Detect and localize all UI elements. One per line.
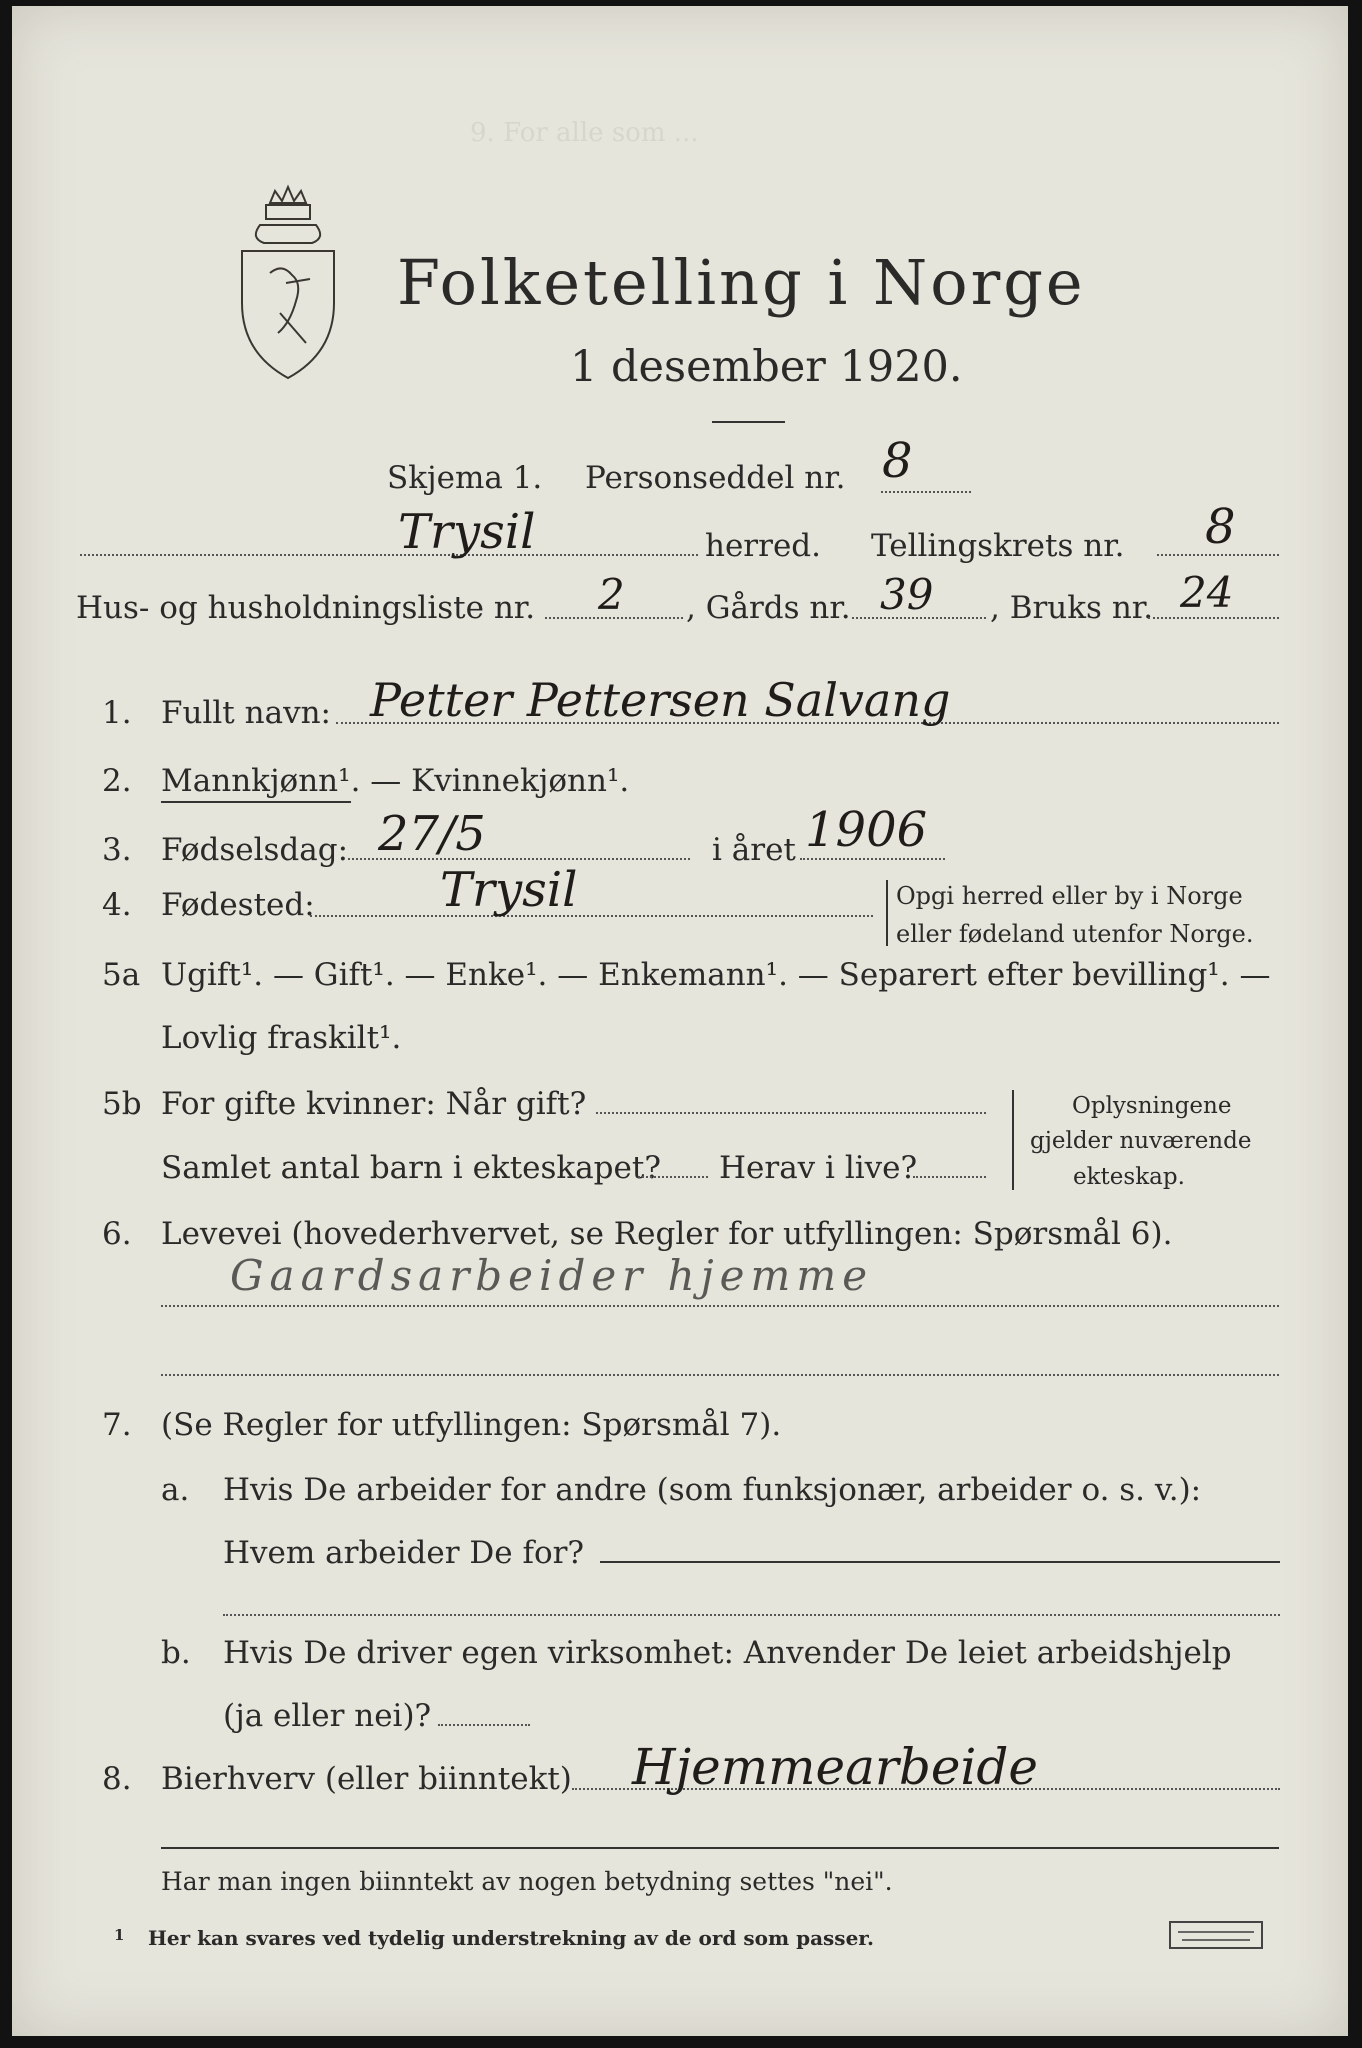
birthplace-note-line1: Opgi herred eller by i Norge xyxy=(896,882,1243,910)
norwegian-coat-of-arms-icon xyxy=(230,183,345,383)
printer-stamp-icon xyxy=(1168,1920,1264,1950)
hus-value[interactable]: 2 xyxy=(598,570,625,619)
side-occupation-label: Bierhverv (eller biinntekt) xyxy=(161,1761,572,1797)
tellingskrets-label: Tellingskrets nr. xyxy=(871,528,1125,564)
footnote-text: Her kan svares ved tydelig understrekning av de ord som passer. xyxy=(148,1926,874,1950)
q5b-number: 5b xyxy=(102,1086,142,1122)
side-occupation-value[interactable]: Hjemmearbeide xyxy=(632,1738,1039,1796)
gards-label: , Gårds nr. xyxy=(686,590,851,626)
birthdate-label: Fødselsdag: xyxy=(161,832,349,868)
gender-options: Mannkjønn¹. — Kvinnekjønn¹. xyxy=(161,763,630,799)
hired-help-label: (ja eller nei)? xyxy=(223,1698,432,1734)
personseddel-label: Personseddel nr. xyxy=(585,460,846,496)
hus-label: Hus- og husholdningsliste nr. xyxy=(76,590,536,626)
birthdate-value[interactable]: 27/5 xyxy=(378,806,486,862)
birthplace-label: Fødested: xyxy=(161,887,315,923)
hired-help-field[interactable] xyxy=(438,1724,530,1726)
bruks-value[interactable]: 24 xyxy=(1180,568,1234,617)
q7b-letter: b. xyxy=(161,1635,191,1671)
no-income-note: Har man ingen biinntekt av nogen betydning settes "nei". xyxy=(161,1867,893,1896)
own-business-question: Hvis De driver egen virksomhet: Anvender De leiet arbeidshjelp xyxy=(223,1635,1232,1671)
personseddel-value[interactable]: 8 xyxy=(882,433,913,489)
birthplace-value[interactable]: Trysil xyxy=(440,862,578,918)
q2-number: 2. xyxy=(102,763,132,799)
birthyear-label: i året xyxy=(712,832,796,868)
marriage-note-line2: gjelder nuværende xyxy=(1030,1128,1252,1154)
employer-label: Hvem arbeider De for? xyxy=(223,1535,585,1571)
occupation-value[interactable]: Gaardsarbeider hjemme xyxy=(230,1251,874,1300)
occupation-second-line xyxy=(161,1374,1279,1376)
marriage-note-line3: ekteskap. xyxy=(1073,1164,1185,1190)
q7-number: 7. xyxy=(102,1407,132,1443)
title-divider xyxy=(712,421,785,423)
skjema-label: Skjema 1. xyxy=(387,460,543,496)
q8-second-line xyxy=(161,1847,1279,1849)
marital-status-divorced: Lovlig fraskilt¹. xyxy=(161,1020,402,1056)
q5a-number: 5a xyxy=(102,957,141,993)
census-date: 1 desember 1920. xyxy=(570,342,963,392)
q7a-letter: a. xyxy=(161,1472,190,1508)
employer-question: Hvis De arbeider for andre (som funksjonær, arbeider o. s. v.): xyxy=(223,1472,1202,1508)
children-label: Samlet antal barn i ekteskapet? xyxy=(161,1150,661,1186)
footnote-mark: 1 xyxy=(114,1926,125,1944)
birthplace-note-line2: eller fødeland utenfor Norge. xyxy=(896,920,1254,948)
herred-label: herred. xyxy=(705,528,821,564)
children-alive-label: Herav i live? xyxy=(719,1150,918,1186)
full-name-value[interactable]: Petter Pettersen Salvang xyxy=(370,673,951,727)
birthyear-value[interactable]: 1906 xyxy=(805,802,928,858)
bruks-label: , Bruks nr. xyxy=(990,590,1154,626)
gender-underline xyxy=(161,801,351,803)
marriage-note-line1: Oplysningene xyxy=(1072,1093,1232,1119)
herred-value[interactable]: Trysil xyxy=(398,504,536,560)
marital-status-options: Ugift¹. — Gift¹. — Enke¹. — Enkemann¹. — Separert efter bevilling¹. — xyxy=(161,957,1271,993)
q7-label: (Se Regler for utfyllingen: Spørsmål 7). xyxy=(161,1407,782,1443)
employer-field[interactable] xyxy=(600,1561,1280,1563)
full-name-label: Fullt navn: xyxy=(161,695,331,731)
q8-number: 8. xyxy=(102,1761,132,1797)
q1-number: 1. xyxy=(102,695,132,731)
married-when-label: For gifte kvinner: Når gift? xyxy=(161,1086,587,1122)
q4-number: 4. xyxy=(102,887,132,923)
occupation-label: Levevei (hovederhvervet, se Regler for utfyllingen: Spørsmål 6). xyxy=(161,1216,1173,1252)
q3-number: 3. xyxy=(102,832,132,868)
form-title: Folketelling i Norge xyxy=(397,246,1086,319)
q6-number: 6. xyxy=(102,1216,132,1252)
tellingskrets-value[interactable]: 8 xyxy=(1205,499,1236,555)
gards-value[interactable]: 39 xyxy=(880,570,934,619)
